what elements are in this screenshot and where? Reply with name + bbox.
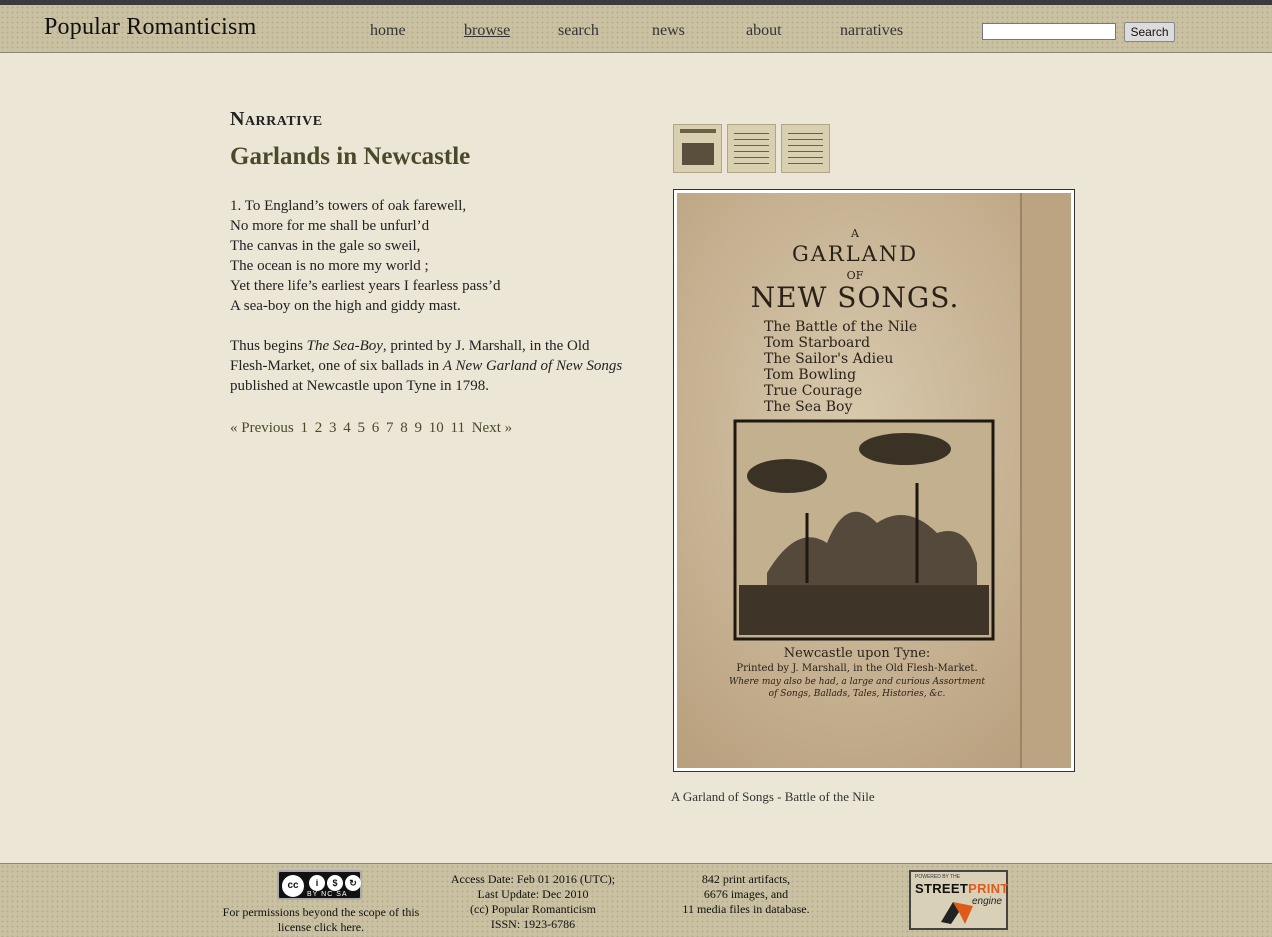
cover-imprint-note2: of Songs, Ballads, Tales, Histories, &c.: [768, 689, 946, 699]
logo-engine: engine: [971, 896, 1002, 907]
pager-page-10[interactable]: 10: [428, 420, 444, 436]
site-header: [0, 5, 1272, 53]
cc-license-badge[interactable]: [277, 870, 362, 900]
poem-line: The canvas in the gale so sweil,: [230, 238, 421, 254]
pager-page-5[interactable]: 5: [357, 420, 365, 436]
access-line: ISSN: 1923-6786: [490, 917, 576, 931]
access-line: Last Update: Dec 2010: [477, 887, 589, 901]
nav-home[interactable]: home: [370, 22, 406, 39]
search-button[interactable]: Search: [1124, 22, 1175, 42]
poem-excerpt: [230, 196, 500, 316]
cover-imprint-place: Newcastle upon Tyne:: [783, 646, 931, 661]
attribution-icon: i: [309, 875, 325, 891]
pager-page-11[interactable]: 11: [450, 420, 465, 436]
poem-line: No more for me shall be unfurl’d: [230, 218, 430, 234]
para-title-sea-boy: The Sea-Boy: [306, 338, 383, 354]
permissions-link[interactable]: here: [340, 920, 362, 934]
logo-wordmark: [915, 881, 1009, 896]
poem-line: Yet there life’s earliest years I fearless pass’d: [230, 278, 501, 294]
database-counts: [672, 872, 820, 917]
image-caption: A Garland of Songs - Battle of the Nile: [671, 789, 875, 804]
cover-small-a: A: [851, 227, 859, 240]
count-line: 6676 images, and: [703, 887, 789, 901]
nav-about[interactable]: about: [746, 22, 782, 39]
logo-print: PRINT: [968, 881, 1009, 896]
permissions-label: For permissions beyond the scope of this license click: [222, 905, 420, 934]
cover-song: The Sailor's Adieu: [764, 351, 894, 367]
cover-new-songs: NEW SONGS.: [750, 281, 960, 314]
pager-page-1[interactable]: 1: [300, 420, 308, 436]
poem-line: The ocean is no more my world ;: [230, 258, 429, 274]
nav-narratives[interactable]: narratives: [840, 22, 904, 39]
page-title: Garlands in Newcastle: [230, 143, 471, 170]
pager-page-3[interactable]: 3: [329, 420, 337, 436]
cover-song: True Courage: [764, 383, 863, 399]
pager-previous[interactable]: « Previous: [230, 420, 294, 436]
narrative-paragraph: [230, 336, 630, 396]
cover-song: Tom Starboard: [764, 335, 871, 351]
noncommercial-icon: $: [327, 875, 343, 891]
cc-tags: BY NC SA: [307, 891, 348, 898]
poem-line: 1. To England’s towers of oak farewell,: [230, 198, 467, 214]
pager-page-2[interactable]: 2: [314, 420, 323, 436]
main-image-frame[interactable]: [673, 189, 1075, 772]
streetprint-logo[interactable]: [909, 870, 1008, 930]
para-text: , printed by J. Marshall, in the Old Flesh-Market, one of six ballads in: [230, 338, 590, 374]
pager-page-8[interactable]: 8: [400, 420, 408, 436]
access-line: (cc) Popular Romanticism: [470, 902, 596, 916]
thumbnail-cover[interactable]: [673, 124, 722, 173]
garland-cover-image: [677, 193, 1071, 768]
site-footer: [0, 863, 1272, 937]
cover-imprint-printer: Printed by J. Marshall, in the Old Flesh-Market.: [736, 663, 978, 674]
section-kicker: Narrative: [230, 108, 323, 130]
site-title[interactable]: Popular Romanticism: [44, 14, 257, 40]
cover-garland: GARLAND: [791, 242, 919, 266]
nav-news[interactable]: news: [652, 22, 685, 39]
nav-search[interactable]: search: [558, 22, 599, 39]
streetprint-mark-icon: [937, 896, 977, 926]
cover-song: The Battle of the Nile: [764, 319, 918, 335]
permissions-end: .: [361, 920, 365, 934]
logo-powered: POWERED BY THE: [915, 874, 961, 880]
access-line: Access Date: Feb 01 2016 (UTC);: [450, 872, 616, 886]
pager-page-7[interactable]: 7: [386, 420, 394, 436]
para-title-garland: A New Garland of New Songs: [442, 358, 623, 374]
cover-of: OF: [846, 269, 864, 282]
cover-song: Tom Bowling: [764, 367, 857, 383]
pager-page-6[interactable]: 6: [371, 420, 380, 436]
search-input[interactable]: [982, 23, 1116, 40]
thumbnail-page-2[interactable]: [727, 124, 776, 173]
count-line: 11 media files in database.: [682, 902, 810, 916]
poem-line: A sea-boy on the high and giddy mast.: [230, 298, 461, 314]
permissions-text: [216, 905, 426, 935]
count-line: 842 print artifacts,: [701, 872, 791, 886]
cover-song: The Sea Boy: [764, 399, 853, 415]
access-info: [440, 872, 626, 932]
cc-icon: cc: [282, 875, 304, 897]
pager-page-4[interactable]: 4: [343, 420, 351, 436]
nav-browse[interactable]: browse: [464, 22, 511, 39]
garland-cover-illustration: [677, 193, 1071, 768]
logo-street: STREET: [915, 881, 969, 896]
pager-page-9[interactable]: 9: [414, 420, 422, 436]
pager-next[interactable]: Next »: [471, 420, 513, 436]
sharealike-icon: ↻: [345, 875, 361, 891]
cover-imprint-note: Where may also be had, a large and curious Assortment: [728, 677, 986, 687]
pagination: [230, 420, 515, 437]
para-text: published at Newcastle upon Tyne in 1798.: [230, 378, 490, 394]
para-text: Thus begins: [230, 338, 307, 354]
thumbnail-page-3[interactable]: [781, 124, 830, 173]
